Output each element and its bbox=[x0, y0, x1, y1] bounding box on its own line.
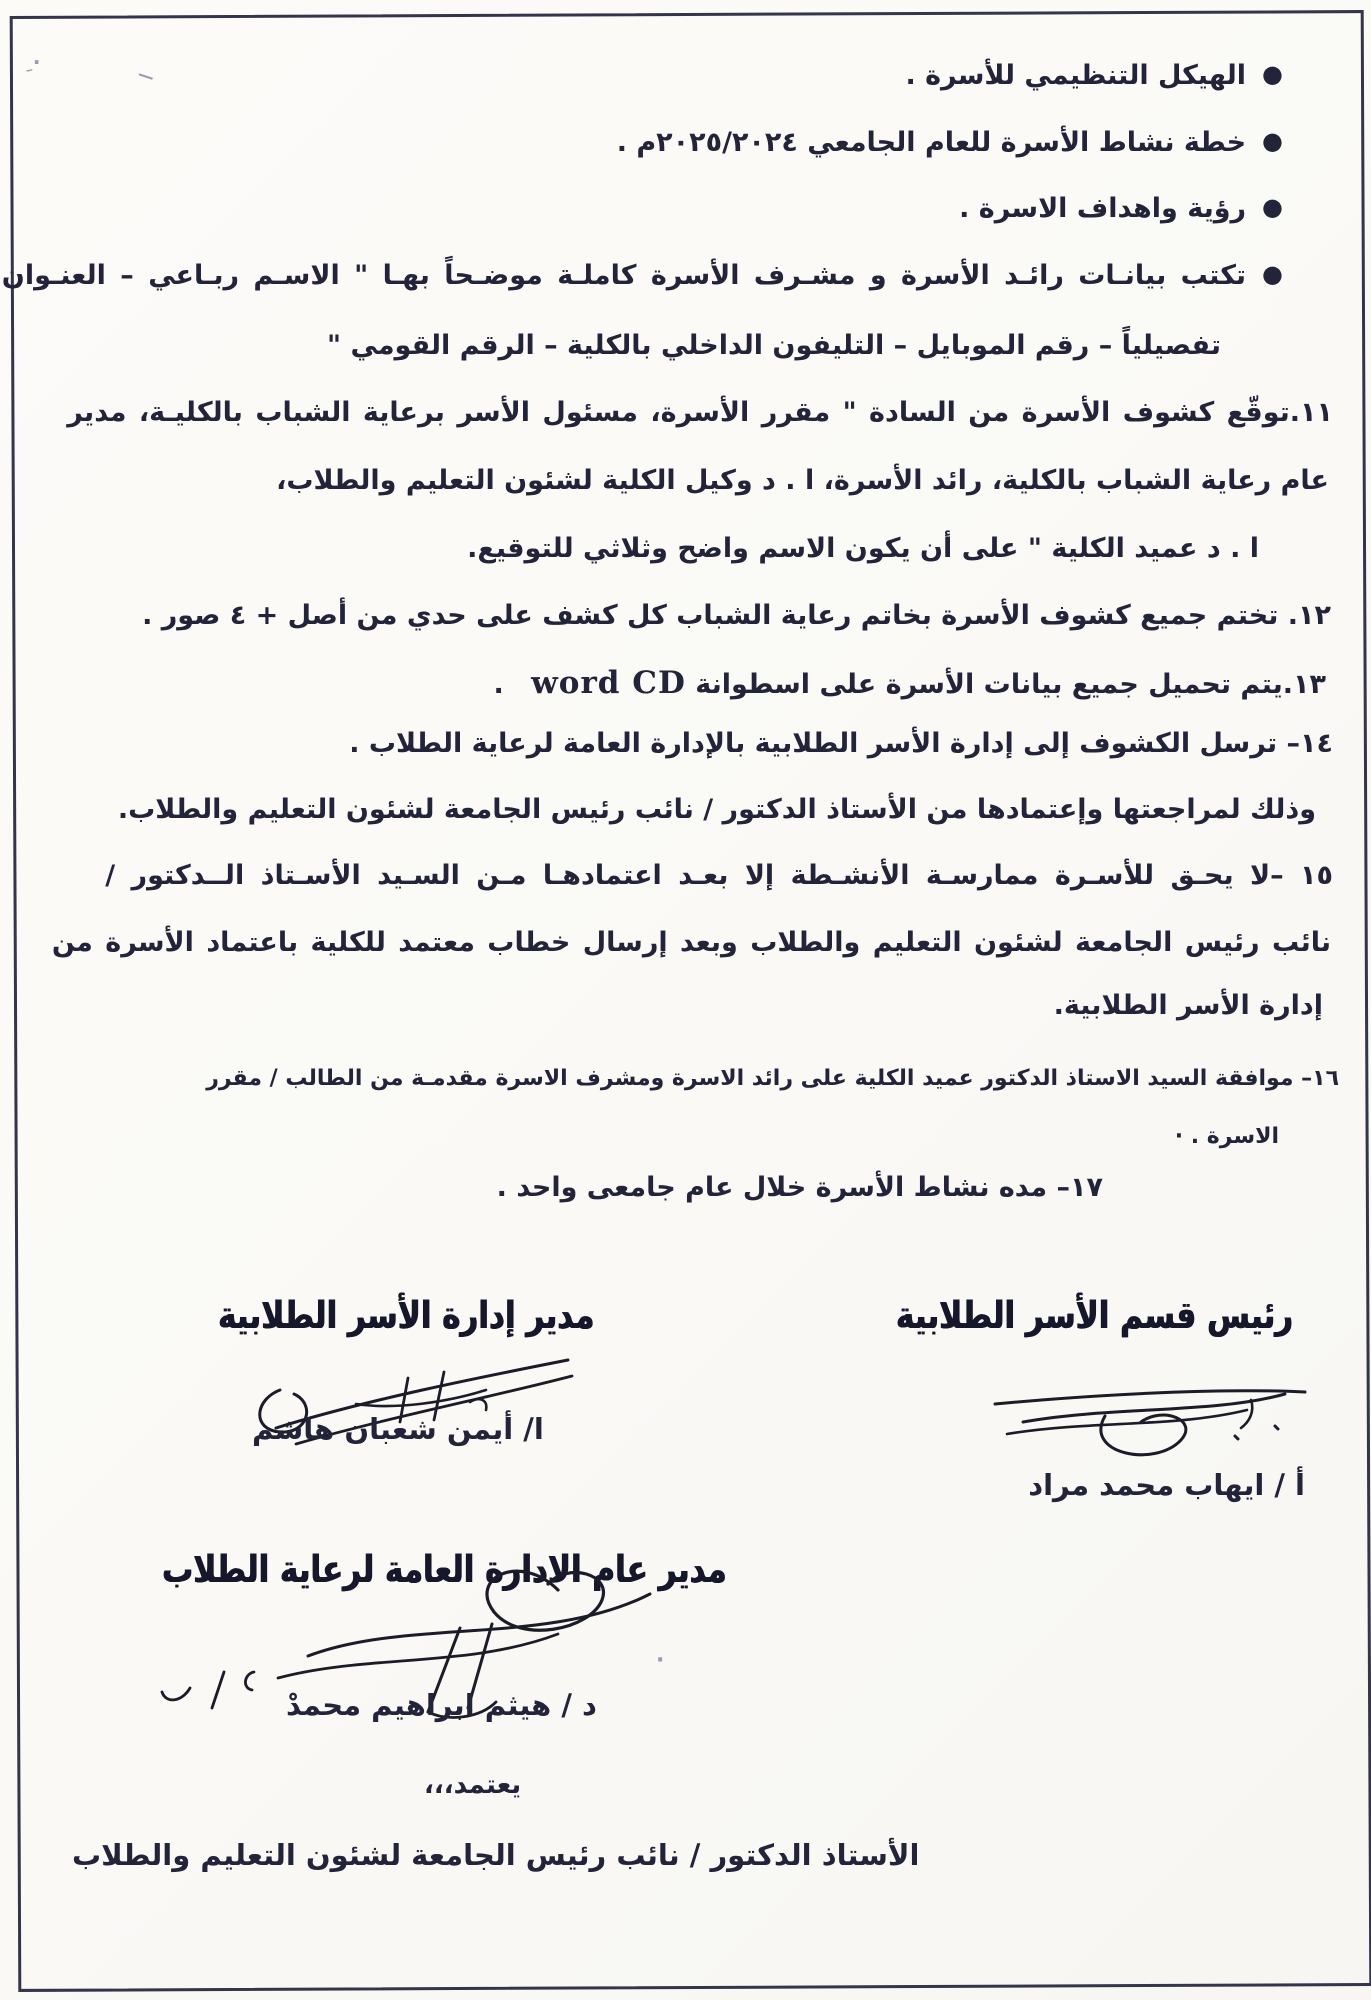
approver-title: الأستاذ الدكتور / نائب رئيس الجامعة لشئون التعليم والطلاب bbox=[72, 1838, 920, 1872]
bullet-icon: ● bbox=[1262, 127, 1283, 155]
rule-14-continuation: وذلك لمراجعتها وإعتمادها من الأستاذ الدكتور / نائب رئيس الجامعة لشئون التعليم والطلاب. bbox=[117, 794, 1316, 825]
bullet-text: الهيكل التنظيمي للأسرة . bbox=[905, 60, 1247, 91]
signature-right bbox=[983, 1368, 1313, 1472]
rule-15-line-1: ١٥ –لا يحـق للأسـرة ممارسـة الأنشـطة إلا بعـد اعتمادهـا مـن السـيد الأسـتاذ الــدكتور / bbox=[105, 860, 1333, 891]
bullet-icon: ● bbox=[1262, 193, 1283, 221]
bullet-icon: ● bbox=[1262, 260, 1283, 288]
rule-13 bbox=[493, 665, 1326, 701]
rule-15-line-3: إدارة الأسر الطلابية. bbox=[1053, 990, 1323, 1021]
bullet-icon: ● bbox=[1262, 60, 1283, 88]
sig-left-title: مدير إدارة الأسر الطلابية bbox=[218, 1294, 595, 1338]
scan-artifact: · ِ bbox=[26, 50, 41, 74]
bullet-item bbox=[617, 127, 1283, 158]
sig-right-title: رئيس قسم الأسر الطلابية bbox=[895, 1294, 1293, 1338]
scan-artifact: · bbox=[656, 1648, 665, 1673]
rule-11-line-1: ١١.توقّع كشوف الأسرة من السادة " مقرر الأسرة، مسئول الأسر برعاية الشباب بالكليـة، مدير bbox=[67, 397, 1333, 428]
rule-16-line-2: الاسرة . · bbox=[1174, 1124, 1279, 1149]
sig-mid-title: مدير عام الادارة العامة لرعاية الطلاب bbox=[162, 1548, 727, 1592]
rule-14: ١٤– ترسل الكشوف إلى إدارة الأسر الطلابية بالإدارة العامة لرعاية الطلاب . bbox=[349, 728, 1333, 759]
bullet-item bbox=[905, 60, 1283, 91]
rule-15-line-2: نائب رئيس الجامعة لشئون التعليم والطلاب وبعد إرسال خطاب معتمد للكلية باعتماد الأسرة من bbox=[51, 927, 1331, 958]
bullet-item-continuation: تفصيلياً – رقم الموبايل – التليفون الداخلي بالكلية – الرقم القومي " bbox=[327, 330, 1221, 361]
sig-mid-name: د / هيثم ابراهيم محمدْ bbox=[286, 1688, 597, 1722]
rule-17: ١٧– مده نشاط الأسرة خلال عام جامعى واحد . bbox=[496, 1172, 1103, 1203]
rule-16-line-1: ١٦– موافقة السيد الاستاذ الدكتور عميد الكلية على رائد الاسرة ومشرف الاسرة مقدمـة من الطالب / مقرر bbox=[206, 1066, 1339, 1091]
bullet-text: تكتب بيانـات رائـد الأسرة و مشـرف الأسرة كاملـة موضـحاً بهـا " الاسـم ربـاعي – العنـوان bbox=[1, 260, 1247, 291]
bullet-text: خطة نشاط الأسرة للعام الجامعي ٢٠٢٥/٢٠٢٤م . bbox=[616, 127, 1247, 158]
bullet-item bbox=[959, 193, 1283, 224]
rule-13-arabic: ١٣.يتم تحميل جميع بيانات الأسرة على اسطوانة bbox=[695, 669, 1326, 700]
rule-11-line-2: عام رعاية الشباب بالكلية، رائد الأسرة، ا . د وكيل الكلية لشئون التعليم والطلاب، bbox=[276, 465, 1329, 496]
rule-13-period: . bbox=[493, 669, 504, 700]
sig-right-name: أ / ايهاب محمد مراد bbox=[1028, 1468, 1305, 1502]
rule-13-latin: word CD bbox=[531, 665, 686, 701]
approval-word: يعتمد،،، bbox=[424, 1770, 522, 1800]
sig-left-name: ا/ أيمن شعبان هاشم bbox=[252, 1412, 544, 1446]
bullet-text: رؤية واهداف الاسرة . bbox=[959, 193, 1247, 224]
rule-11-line-3: ا . د عميد الكلية " على أن يكون الاسم واضح وثلاثي للتوقيع. bbox=[467, 533, 1259, 564]
scan-artifact: — bbox=[135, 63, 157, 88]
bullet-item bbox=[2, 260, 1283, 291]
rule-12: ١٢. تختم جميع كشوف الأسرة بخاتم رعاية الشباب كل كشف على حدي من أصل + ٤ صور . bbox=[142, 600, 1331, 631]
